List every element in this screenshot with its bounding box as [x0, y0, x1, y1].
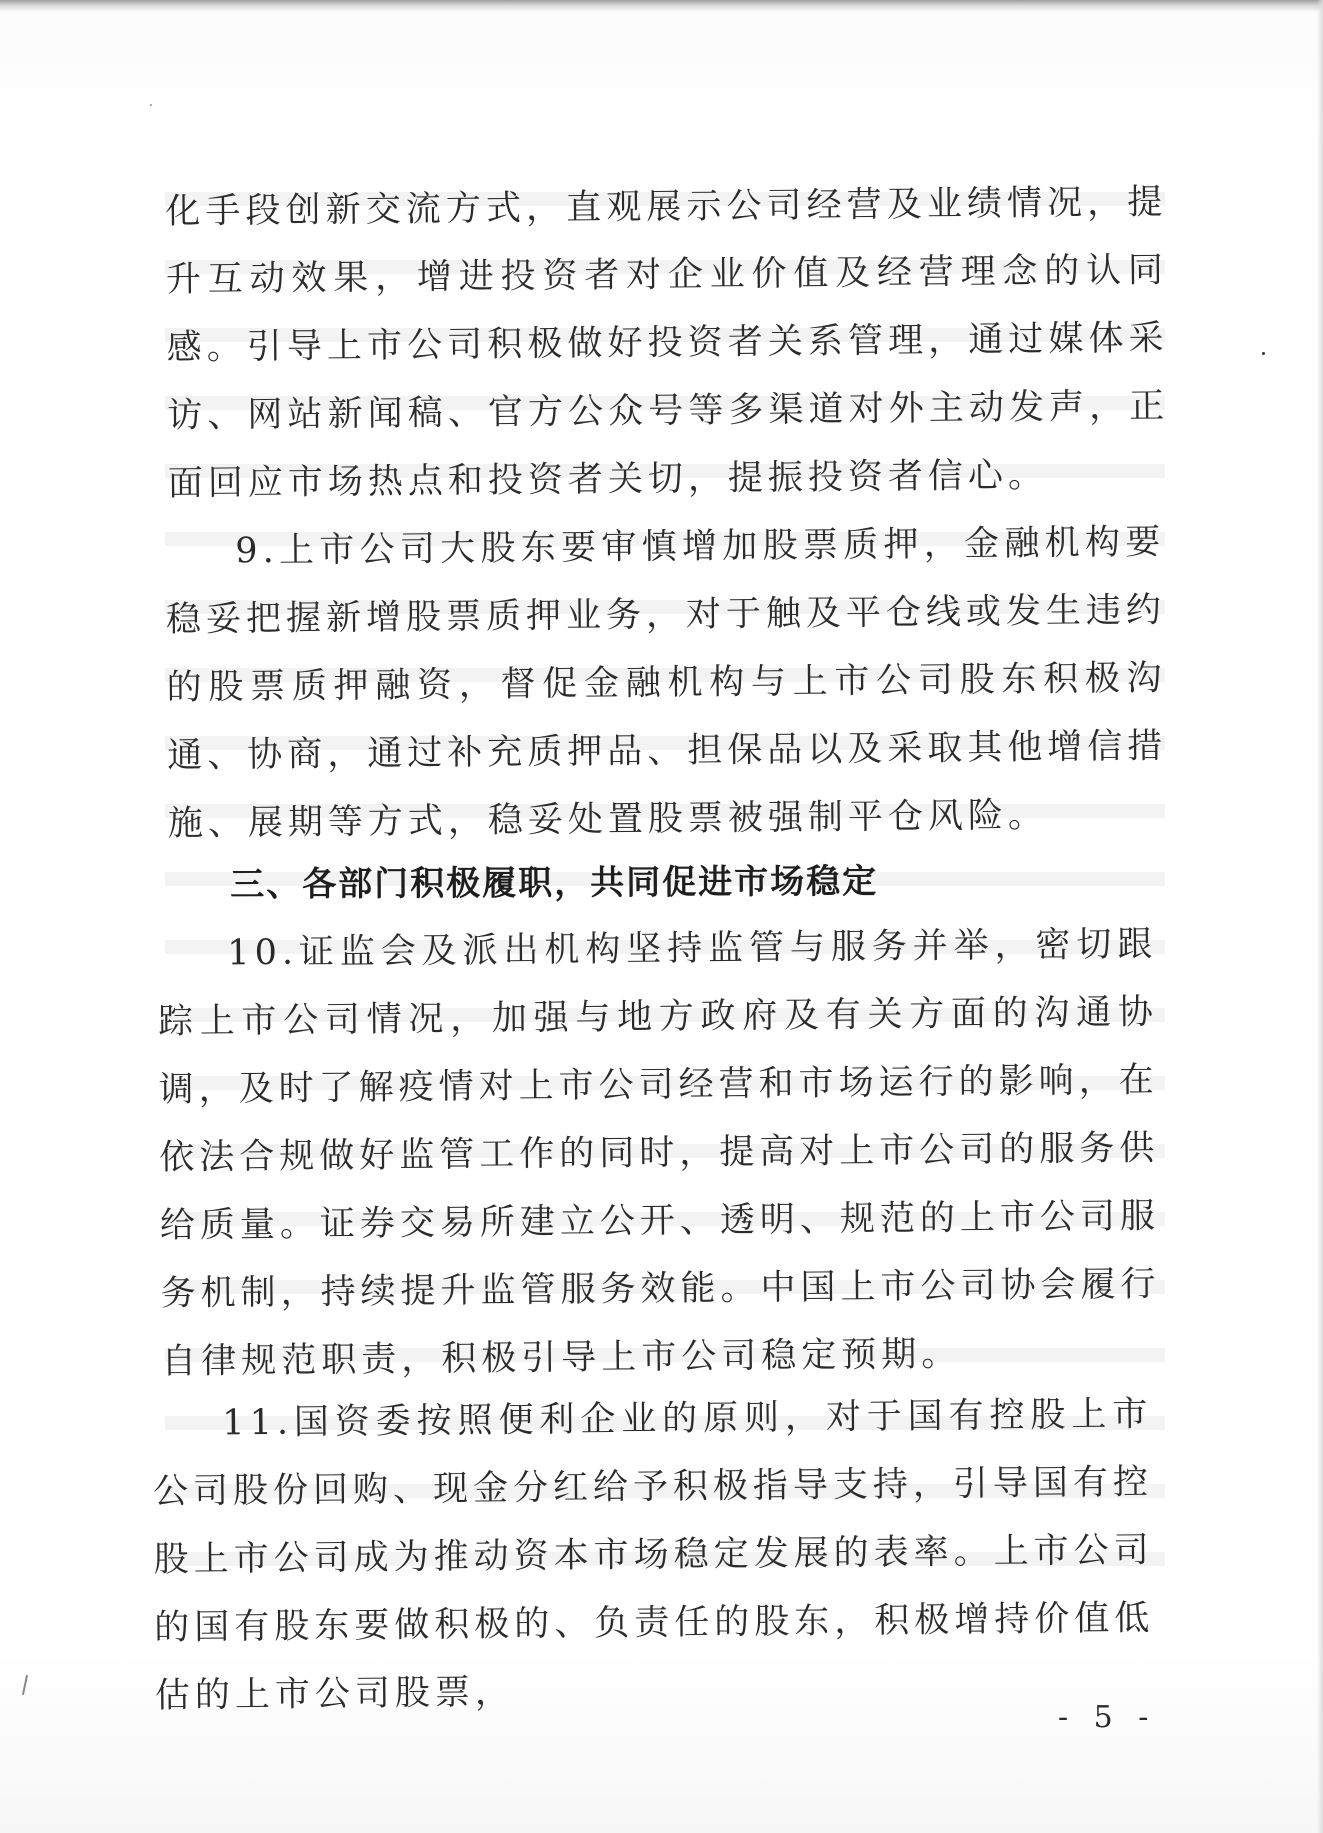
- scan-speck: [150, 104, 152, 106]
- scan-top-edge: [0, 0, 1323, 12]
- page-number: - 5 -: [1058, 1700, 1157, 1735]
- paragraph-item-10: 10.证监会及派出机构坚持监管与服务并举，密切跟踪上市公司情况，加强与地方政府及有关方面的沟通协调，及时了解疫情对上市公司经营和市场运行的影响，在依法合规做好监管工作的同时，提高对上市公司的服务供给质量。证券交易所建立公开、透明、规范的上市公司服务机制，持续提升监管服务效能。中国上市公司协会履行自律规范职责，积极引导上市公司稳定预期。: [157, 924, 1161, 1382]
- scan-mark: [22, 1675, 28, 1695]
- section-heading: 三、各部门积极履职，共同促进市场稳定: [230, 861, 879, 905]
- paragraph-continued: 化手段创新交流方式，直观展示公司经营及业绩情况，提升互动效果，增进投资者对企业价值及经营理念的认同感。引导上市公司积极做好投资者关系管理，通过媒体采访、网站新闻稿、官方公众号等多渠道对外主动发声，正面回应市场热点和投资者关切，提振投资者信心。: [165, 182, 1170, 504]
- paragraph-item-11: 11.国资委按照便利企业的原则，对于国有控股上市公司股份回购、现金分红给予积极指导支持，引导国有控股上市公司成为推动资本市场稳定发展的表率。上市公司的国有股东要做积极的、负责任的股东，积极增持价值低估的上市公司股票，: [152, 1394, 1155, 1716]
- scan-speck: [1262, 352, 1265, 355]
- scan-right-edge: [1317, 0, 1323, 1833]
- paragraph-item-9: 9.上市公司大股东要审慎增加股票质押，金融机构要稳妥把握新增股票质押业务，对于触及平仓线或发生违约的股票质押融资，督促金融机构与上市公司股东积极沟通、协商，通过补充质押品、担保品以及采取其他增信措施、展期等方式，稳妥处置股票被强制平仓风险。: [165, 522, 1168, 844]
